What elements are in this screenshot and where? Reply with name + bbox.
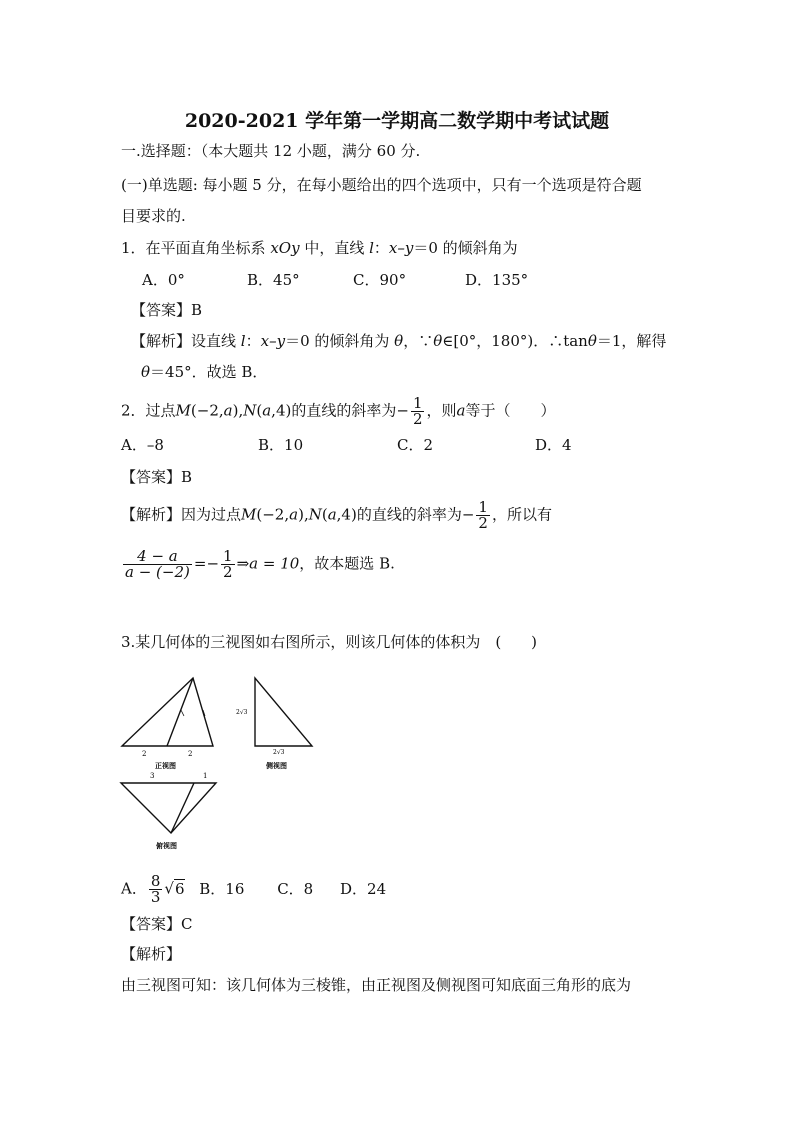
fraction-slope	[123, 549, 192, 580]
q2-explanation-formula	[121, 549, 395, 580]
answer-label: 【答案】	[131, 301, 192, 319]
q3-explanation-line: 由三视图可知：该几何体为三棱锥，由正视图及侧视图可知底面三角形的底为	[121, 976, 632, 994]
denominator: 3	[150, 888, 161, 906]
var-a: a	[456, 401, 466, 420]
q2-option-d: D．4	[535, 436, 572, 454]
q3-option-c: C．8	[277, 879, 314, 898]
front-view-dash	[181, 710, 184, 716]
fraction-one-half	[411, 396, 425, 427]
theta: θ	[587, 332, 597, 350]
q1-explanation-line-2	[141, 362, 267, 382]
q2-stem-text: ，则	[426, 401, 457, 420]
expl-text: 设直线	[191, 332, 241, 350]
q2-option-c: C．2	[397, 436, 434, 454]
q1-colon: ：	[373, 239, 389, 257]
fraction-one-half	[221, 549, 235, 580]
q3-option-d: D．24	[340, 879, 387, 898]
q1-colon: ：	[245, 332, 261, 350]
q1-option-d: D．135°	[465, 271, 529, 289]
point-m: M	[241, 505, 257, 524]
front-view-inner-line	[167, 678, 193, 746]
minus-sign: −	[461, 505, 475, 524]
denominator: 2	[223, 563, 233, 581]
three-view-diagram	[115, 670, 325, 855]
sqrt-sign: √	[164, 879, 174, 898]
q1-explanation	[131, 331, 666, 351]
expl-text: ＝45°．故选 B．	[150, 363, 268, 381]
denominator: 2	[412, 410, 423, 428]
theta: θ	[394, 332, 404, 350]
top-view-outline	[121, 783, 216, 833]
side-view	[255, 678, 312, 746]
expl-text: 因为过点	[181, 505, 242, 524]
instruction-line-2: 目要求的.	[121, 207, 186, 225]
label-side-base: 2√3	[273, 749, 285, 756]
answer-label: 【答案】	[121, 915, 182, 933]
numerator: 8	[150, 872, 161, 890]
q1-stem	[121, 238, 518, 258]
coord: (−2,	[256, 505, 290, 524]
side-view-outline	[255, 678, 312, 746]
q1-option-b: B．45°	[247, 271, 300, 289]
coord: ,4)	[336, 505, 357, 524]
answer-label: 【答案】	[121, 468, 182, 486]
point-n: N	[243, 401, 257, 420]
label-top-1: 1	[203, 772, 208, 780]
denominator: a − (−2)	[125, 563, 190, 581]
q1-equation: x–y	[260, 332, 286, 350]
numerator: 4 − a	[123, 549, 192, 565]
minus-sign: −	[206, 554, 220, 573]
section-heading: 一.选择题：（本大题共 12 小题，满分 60 分.	[121, 142, 421, 160]
coord: ,	[303, 505, 309, 524]
var-a: a	[223, 401, 233, 420]
q1-line-l: l	[240, 332, 246, 350]
q1-line-l: l	[369, 239, 374, 257]
answer-value: B	[191, 301, 203, 319]
coord: (	[321, 505, 328, 524]
front-view	[122, 678, 213, 746]
expl-text: 的直线的斜率为	[356, 505, 462, 524]
q1-stem-text: ＝0 的倾斜角为	[413, 239, 518, 257]
numerator: 1	[412, 394, 423, 412]
a-equals: a = 10	[249, 554, 300, 573]
q1-answer	[131, 300, 202, 320]
theta: θ	[141, 363, 151, 381]
top-view-inner-line	[171, 783, 194, 833]
expl-text: ，∵	[403, 332, 434, 350]
implies-sign: ⇒	[236, 554, 250, 573]
coord: )	[298, 505, 304, 524]
q1-option-c: C．90°	[353, 271, 407, 289]
q2-stem	[121, 396, 555, 427]
q1-option-a: A．0°	[142, 271, 185, 289]
expl-text: ，所以有	[491, 505, 552, 524]
q3-explanation-label: 【解析】	[121, 945, 182, 963]
q2-answer	[121, 467, 192, 487]
instruction-line-1: (一)单选题: 每小题 5 分，在每小题给出的四个选项中，只有一个选项是符合题	[121, 176, 642, 194]
minus-sign: −	[396, 401, 409, 420]
top-view-label: 俯视图	[156, 841, 177, 850]
q2-stem-text: 2．过点	[121, 401, 176, 420]
label-side-height: 2√3	[236, 709, 248, 716]
q2-option-b: B．10	[258, 436, 304, 454]
q3-option-b: B．16	[199, 879, 245, 898]
q2-stem-text: 等于（ ）	[465, 401, 556, 420]
coord: ,	[238, 401, 244, 420]
expl-text: ，故本题选 B.	[299, 554, 395, 573]
var-a: a	[262, 401, 272, 420]
front-view-label: 正视图	[155, 761, 176, 770]
coord: (	[256, 401, 263, 420]
q1-stem-text: 中，直线	[299, 239, 370, 257]
radicand: 6	[174, 879, 185, 898]
expl-text: ＝1，解得	[596, 332, 667, 350]
point-m: M	[175, 401, 191, 420]
numerator: 1	[223, 547, 233, 565]
label-2-right: 2	[188, 750, 193, 758]
answer-value: C	[181, 915, 193, 933]
var-a: a	[327, 505, 337, 524]
fraction-one-half	[476, 500, 490, 531]
q2-stem-text: 的直线的斜率为	[291, 401, 397, 420]
q1-stem-text: 1．在平面直角坐标系	[121, 239, 271, 257]
label-top-3: 3	[150, 772, 155, 780]
page-title: 2020-2021 学年第一学期高二数学期中考试试题	[184, 110, 610, 132]
coord: ,4)	[271, 401, 292, 420]
coord: )	[232, 401, 239, 420]
q3-answer	[121, 914, 193, 934]
expl-text: ∈[0°，180°)．∴tan	[442, 332, 588, 350]
numerator: 1	[478, 498, 488, 516]
coord: (−2,	[190, 401, 224, 420]
q2-explanation	[121, 500, 552, 531]
q3-options	[121, 874, 386, 905]
side-view-label: 侧视图	[266, 761, 287, 770]
explanation-label: 【解析】	[121, 505, 182, 524]
expl-text: ＝0 的倾斜角为	[285, 332, 395, 350]
fraction-eight-thirds	[149, 874, 163, 905]
q3-option-a-label: A．	[121, 879, 147, 898]
label-2-left: 2	[142, 750, 147, 758]
var-a: a	[289, 505, 299, 524]
theta: θ	[433, 332, 443, 350]
denominator: 2	[478, 514, 488, 532]
answer-value: B	[181, 468, 193, 486]
point-n: N	[308, 505, 322, 524]
explanation-label: 【解析】	[131, 332, 192, 350]
q3-stem: 3.某几何体的三视图如右图所示，则该几何体的体积为 ( )	[121, 633, 538, 651]
q2-option-a: A．–8	[121, 436, 164, 454]
equals-sign: =	[193, 554, 207, 573]
q1-equation: x–y	[388, 239, 414, 257]
front-view-outline	[122, 678, 213, 746]
top-view	[121, 783, 216, 833]
q1-xoy: xOy	[270, 239, 300, 257]
